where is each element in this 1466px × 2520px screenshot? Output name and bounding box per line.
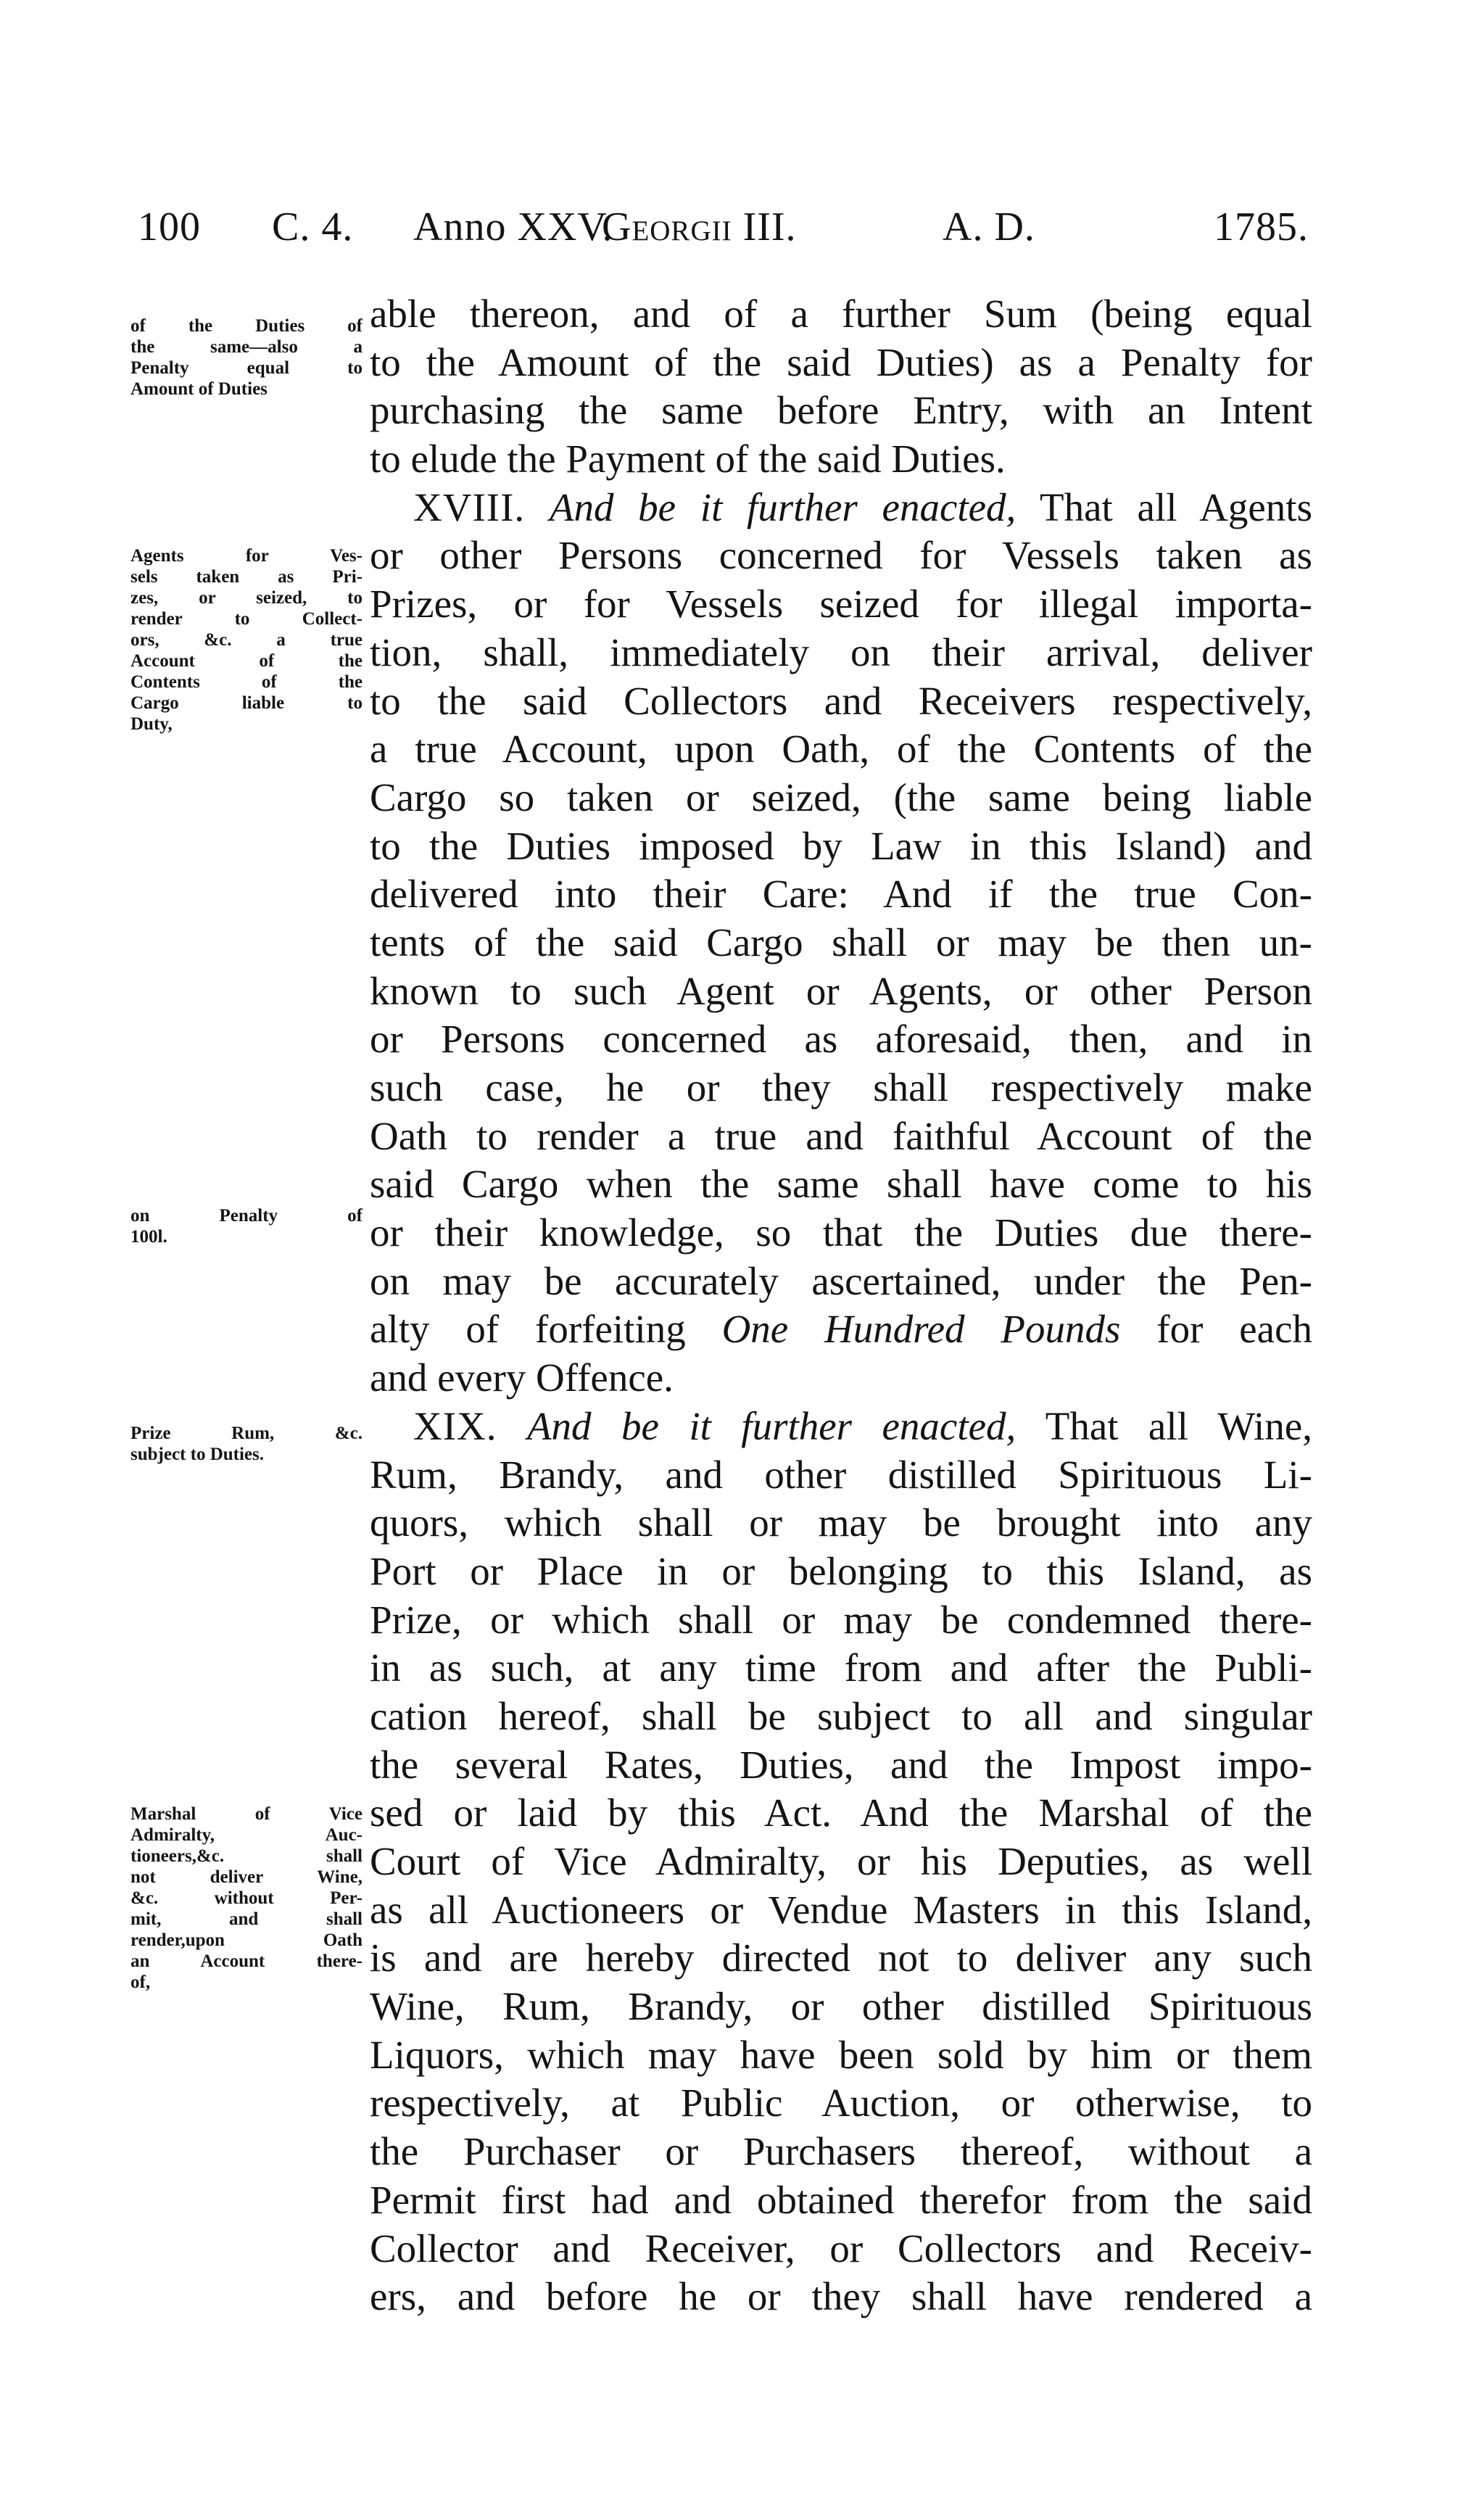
text-line: the several Rates, Duties, and the Impost impo- [370,1742,1312,1787]
text-line: Liquors, which may have been sold by him or them [370,2032,1312,2077]
margin-note-line: Duty, [131,714,173,734]
text-line: and every Offence. [370,1355,674,1400]
margin-note-line: on Penalty of [131,1206,363,1226]
text-line: Prize, or which shall or may be condemned there- [370,1597,1312,1642]
enacting-clause: And be it further enacted, [526,1403,1016,1448]
text-line: purchasing the same before Entry, with an Intent [370,388,1312,433]
year: 1785. [1214,205,1309,249]
text-run: for each [1156,1307,1312,1352]
margin-note-line: the same—also a [131,337,363,357]
margin-note-line: subject to Duties. [131,1445,265,1464]
section-number: XIX. [413,1403,497,1448]
text-run: That all Wine, [1045,1403,1312,1448]
text-line: Permit first had and obtained therefor from the said [370,2177,1312,2222]
text-run: alty of forfeiting [370,1307,686,1352]
margin-note-line: Penalty equal to [131,358,363,378]
margin-note-line: Prize Rum, &c. [131,1424,363,1443]
text-line: as all Auctioneers or Vendue Masters in this Island, [370,1887,1312,1932]
text-line: tents of the said Cargo shall or may be then un- [370,920,1312,964]
margin-note-line: Account of the [131,651,363,671]
text-line: Collector and Receiver, or Collectors and Receiv- [370,2226,1312,2271]
section-xix-opening [370,1402,1312,1451]
section-xviii-opening [370,484,1312,532]
text-line-penalty [370,1305,1312,1354]
margin-note-agents-for-vessels [131,545,363,735]
reign-name: Georgii III. [602,205,797,249]
text-line: Cargo so taken or seized, (the same being liable [370,774,1312,819]
text-line: Oath to render a true and faithful Account of the [370,1113,1312,1158]
text-line: Wine, Rum, Brandy, or other distilled Spirituous [370,1984,1312,2029]
anno-domini: A. D. [943,205,1035,249]
regnal-year: Anno XXV. [413,205,613,249]
margin-note-line: 100l. [131,1227,167,1247]
text-line: to elude the Payment of the said Duties. [370,437,1006,482]
text-line: in as such, at any time from and after the Publi- [370,1645,1312,1690]
margin-note-line: Admiralty, Auc- [131,1825,363,1845]
text-run: That all Agents [1040,484,1312,529]
margin-note-prize-rum [131,1423,363,1465]
margin-note-line: render to Collect- [131,609,363,629]
margin-note-penalty-100 [131,1205,363,1247]
text-line: sed or laid by this Act. And the Marshal of the [370,1790,1312,1835]
text-line: to the Duties imposed by Law in this Island) and [370,823,1312,868]
text-line: able thereon, and of a further Sum (being equal [370,292,1312,336]
margin-note-line: ors, &c. a true [131,630,363,650]
text-line: the Purchaser or Purchasers thereof, without a [370,2129,1312,2174]
text-line: respectively, at Public Auction, or otherwise, to [370,2081,1312,2126]
margin-note-duties-penalty [131,315,363,400]
margin-note-line: Contents of the [131,672,363,692]
text-line: Rum, Brandy, and other distilled Spirituous Li- [370,1452,1312,1497]
text-line: Court of Vice Admiralty, or his Deputies, as well [370,1839,1312,1883]
text-line: known to such Agent or Agents, or other Person [370,968,1312,1013]
text-line: Port or Place in or belonging to this Island, as [370,1548,1312,1593]
text-line: to the said Collectors and Receivers respectively, [370,678,1312,723]
margin-note-line: mit, and shall [131,1909,363,1929]
chapter-number: C. 4. [272,205,354,249]
text-line: is and are hereby directed not to deliver any such [370,1936,1312,1980]
text-line: on may be accurately ascertained, under the Pen- [370,1258,1312,1303]
margin-note-line: &c. without Per- [131,1888,363,1908]
margin-note-line: sels taken as Pri- [131,567,363,587]
enacting-clause: And be it further enacted, [549,484,1016,529]
text-line: ers, and before he or they shall have rendered a [370,2274,1312,2319]
margin-note-line: Agents for Ves- [131,546,363,566]
text-line: to the Amount of the said Duties) as a Penalty for [370,339,1312,384]
text-line: or their knowledge, so that the Duties due there- [370,1210,1312,1255]
margin-note-line: render,upon Oath [131,1930,363,1950]
text-line: said Cargo when the same shall have come to his [370,1162,1312,1207]
margin-note-line: an Account there- [131,1951,363,1971]
margin-note-line: of the Duties of [131,316,363,336]
text-line: Prizes, or for Vessels seized for illegal importa- [370,582,1312,627]
text-line: tion, shall, immediately on their arrival, deliver [370,629,1312,674]
margin-note-line: tioneers,&c. shall [131,1846,363,1866]
penalty-amount: One Hundred Pounds [721,1307,1121,1352]
section-number: XVIII. [413,484,526,529]
margin-note-line: of, [131,1972,151,1992]
margin-note-line: Cargo liable to [131,693,363,713]
text-line: or other Persons concerned for Vessels taken as [370,533,1312,578]
text-line: cation hereof, shall be subject to all and singular [370,1693,1312,1738]
page-number: 100 [138,205,201,249]
text-line: delivered into their Care: And if the true Con- [370,872,1312,917]
text-line: quors, which shall or may be brought into any [370,1500,1312,1545]
statute-body-text [370,290,1312,2321]
margin-note-line: not deliver Wine, [131,1867,363,1887]
text-line: such case, he or they shall respectively make [370,1065,1312,1110]
margin-note-line: Amount of Duties [131,379,268,399]
margin-note-line: zes, or seized, to [131,588,363,608]
margin-note-line: Marshal of Vice [131,1804,363,1824]
text-line: or Persons concerned as aforesaid, then, and in [370,1017,1312,1062]
text-line: a true Account, upon Oath, of the Contents of the [370,727,1312,772]
margin-note-marshal-vice-admiralty [131,1804,363,1993]
running-header [138,202,1309,252]
